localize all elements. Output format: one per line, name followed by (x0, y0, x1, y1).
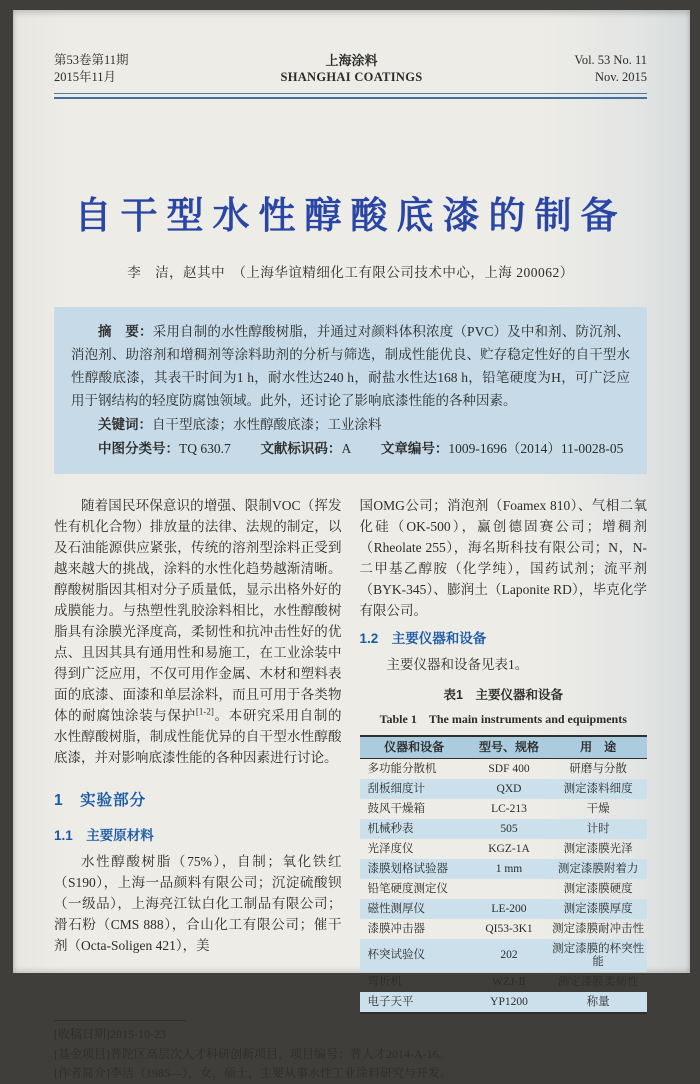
article-id-label: 文章编号： (380, 441, 449, 456)
intro-text-after-ref: 。本研究采用自制的水性醇酸树脂，制成性能优异的自干型水性醇酸底漆，并对影响底漆性能的各种因素进行讨论。 (54, 708, 342, 765)
table-cell: 机械秒表 (367, 822, 414, 835)
table-row (360, 939, 648, 972)
table-cell: 多功能分散机 (367, 762, 437, 775)
intro-text-before-ref: 随着国民环保意识的增强、限制VOC（挥发性有机化合物）排放量的法律、法规的制定，以及石油能源供应紧张，传统的溶剂型涂料正受到越来越大的挑战，涂料的水性化趋势越渐清晰。醇酸树脂因其相对分子质量低，显示出格外好的成膜能力。与热塑性乳胶涂料相比，水性醇酸树脂具有涂膜光泽度高，柔韧性和抗冲击性好的优点、且因其具有通用性和易施工，在工业涂装中得到广泛应用，不仅可用作金属、木材和塑料表面的底漆、面漆和单层涂料，而且可用于各类物体的耐腐蚀涂装与保护 (54, 498, 342, 723)
journal-name-en: SHANGHAI COATINGS (280, 70, 423, 84)
journal-issue-line2: 2015年11月 (54, 70, 117, 84)
table-cell: 测定漆膜光泽 (563, 842, 633, 855)
table-cell: 1 mm (495, 862, 523, 875)
abstract-label: 摘 要： (98, 324, 153, 339)
journal-vol-line2: Nov. 2015 (595, 70, 647, 84)
table-cell: 研磨与分散 (569, 762, 627, 775)
section-1-2-heading: 1.2 主要仪器和设备 (359, 631, 487, 646)
footnote-rule (54, 1020, 186, 1021)
table-cell: KGZ-1A (488, 842, 530, 855)
table-cell: 测定漆料细度 (563, 782, 633, 795)
table-cell: 测定漆膜硬度 (563, 882, 633, 895)
table-cell: 光泽度仪 (367, 842, 414, 855)
left-column (54, 495, 342, 1014)
table-row (360, 879, 648, 899)
table-cell: 测定漆膜柔韧性 (557, 975, 639, 988)
reference-superscript: [1-2] (195, 706, 214, 717)
instruments-table (360, 735, 648, 1014)
table-row (360, 819, 648, 839)
table-cell: 磁性测厚仪 (367, 902, 425, 915)
footnotes-block (54, 1020, 647, 1084)
table-cell: 计时 (586, 822, 610, 835)
materials-paragraph-left: 水性醇酸树脂（75%），自制；氧化铁红（S190），上海一品颜料有限公司；沉淀硫酸钡（一级品），上海亮江钛白化工制品有限公司；滑石粉（CMS 888），合山化工有限公司；催干剂（Octa-Soligen 421），美 (54, 854, 342, 953)
table-cell: 弯折机 (367, 975, 402, 988)
table-cell: WZJ-Ⅱ (491, 975, 526, 988)
table-header-use: 用 途 (549, 736, 647, 759)
table1-body (360, 759, 648, 1014)
footnote-fund-project: [基金项目]普陀区高层次人才科研创新项目，项目编号：普人才2014-A-16。 (54, 1046, 451, 1061)
journal-vol-line1: Vol. 53 No. 11 (574, 53, 647, 67)
clc-value: TQ 630.7 (179, 441, 231, 456)
instruments-table-head (360, 736, 648, 759)
table-cell: 测定漆膜厚度 (563, 902, 633, 915)
right-column (360, 495, 648, 1014)
materials-paragraph-right: 国OMG公司；消泡剂（Foamex 810）、气相二氧化硅（OK-500），赢创德固赛公司；增稠剂（Rheolate 255），海名斯科技有限公司；N，N-二甲基乙醇胺（化学纯），国药试剂；流平剂（BYK-345）、膨润土（Laponite RD），毕克化学有限公司。 (359, 498, 647, 618)
keywords-line (71, 413, 630, 436)
table-row (360, 919, 648, 939)
table-cell: 测定漆膜附着力 (557, 862, 639, 875)
table-row (360, 899, 648, 919)
footnote-received-date: [收稿日期]2015-10-23 (54, 1027, 166, 1041)
section-1-1-heading: 1.1 主要原材料 (54, 828, 154, 843)
table-cell (469, 879, 550, 899)
article-title: 自干型水性醇酸底漆的制备 (74, 196, 627, 237)
keywords-label: 关键词： (98, 417, 152, 432)
table-row (360, 972, 648, 992)
journal-issue-block (54, 52, 129, 86)
table-row (360, 799, 648, 819)
table-cell: 测定漆膜的杯突性能 (552, 942, 645, 968)
table-cell: 202 (500, 949, 518, 961)
body-columns (54, 495, 647, 1014)
table1-caption-cn: 表1 主要仪器和设备 (443, 688, 563, 702)
keywords-text: 自干型底漆；水性醇酸底漆；工业涂料 (152, 417, 382, 432)
table-cell: QI53-3K1 (485, 922, 533, 935)
intro-paragraph (54, 495, 342, 768)
abstract-text: 采用自制的水性醇酸树脂，并通过对颜料体积浓度（PVC）及中和剂、防沉剂、消泡剂、助溶剂和增稠剂等涂料助剂的分析与筛选，制成性能优良、贮存稳定性好的自干型水性醇酸底漆，其表干时间为1 h，耐水性达240 h，耐盐水性达168 h，铅笔硬度为H，可广泛应用于钢结构的轻度防腐蚀领域。此外，还讨论了影响底漆性能的各种因素。 (71, 324, 631, 408)
section-1-heading: 1 实验部分 (54, 792, 147, 809)
article-authors: 李 洁，赵其中 （上海华谊精细化工有限公司技术中心，上海 200062） (127, 265, 574, 280)
table-row (360, 992, 648, 1013)
table-cell: 漆膜划格试验器 (367, 862, 448, 875)
table-intro-paragraph: 主要仪器和设备见表1。 (386, 657, 529, 672)
table-cell: 称量 (586, 995, 610, 1008)
table-cell: 电子天平 (367, 995, 414, 1008)
table-cell: 铅笔硬度测定仪 (367, 882, 448, 895)
table-header-instrument: 仪器和设备 (360, 736, 469, 759)
footnote-author-bio: [作者简介]李洁（1985—），女，硕士，主要从事水性工业涂料研究与开发。 (54, 1066, 452, 1080)
table-header-row (360, 736, 648, 759)
table-cell: 干燥 (586, 802, 610, 815)
table-row (360, 779, 648, 799)
table-cell: 漆膜冲击器 (367, 922, 425, 935)
table-cell: 测定漆膜耐冲击性 (552, 922, 645, 935)
abstract-box (54, 307, 647, 474)
journal-name-cn: 上海涂料 (325, 53, 378, 68)
table-cell: LC-213 (491, 802, 527, 815)
table-cell: 杯突试验仪 (367, 949, 425, 961)
table-cell: 鼓风干燥箱 (367, 802, 425, 815)
table-cell: 刮板细度计 (367, 782, 425, 795)
table-row (360, 759, 648, 780)
table-cell: LE-200 (491, 902, 527, 915)
clc-label: 中图分类号： (98, 441, 179, 456)
table-cell: YP1200 (490, 995, 528, 1008)
classification-line (71, 437, 630, 460)
table-cell: QXD (496, 782, 522, 795)
table-cell: 505 (500, 822, 518, 835)
article-id-value: 1009-1696（2014）11-0028-05 (448, 441, 624, 456)
table-row (360, 859, 648, 879)
table-row (360, 839, 648, 859)
doc-code-label: 文献标识码： (260, 441, 342, 456)
journal-header (54, 52, 647, 86)
table-cell: SDF 400 (488, 762, 530, 775)
doc-code-value: A (341, 441, 352, 456)
journal-issue-line1: 第53卷第11期 (54, 53, 129, 67)
journal-page (13, 10, 690, 1080)
table1-caption-en: Table 1 The main instruments and equipments (379, 712, 627, 726)
table-header-model: 型号、规格 (469, 736, 550, 759)
header-divider-rule (54, 93, 647, 99)
journal-volume-block (574, 52, 647, 86)
journal-name-block (280, 52, 422, 86)
abstract-paragraph (71, 320, 630, 412)
